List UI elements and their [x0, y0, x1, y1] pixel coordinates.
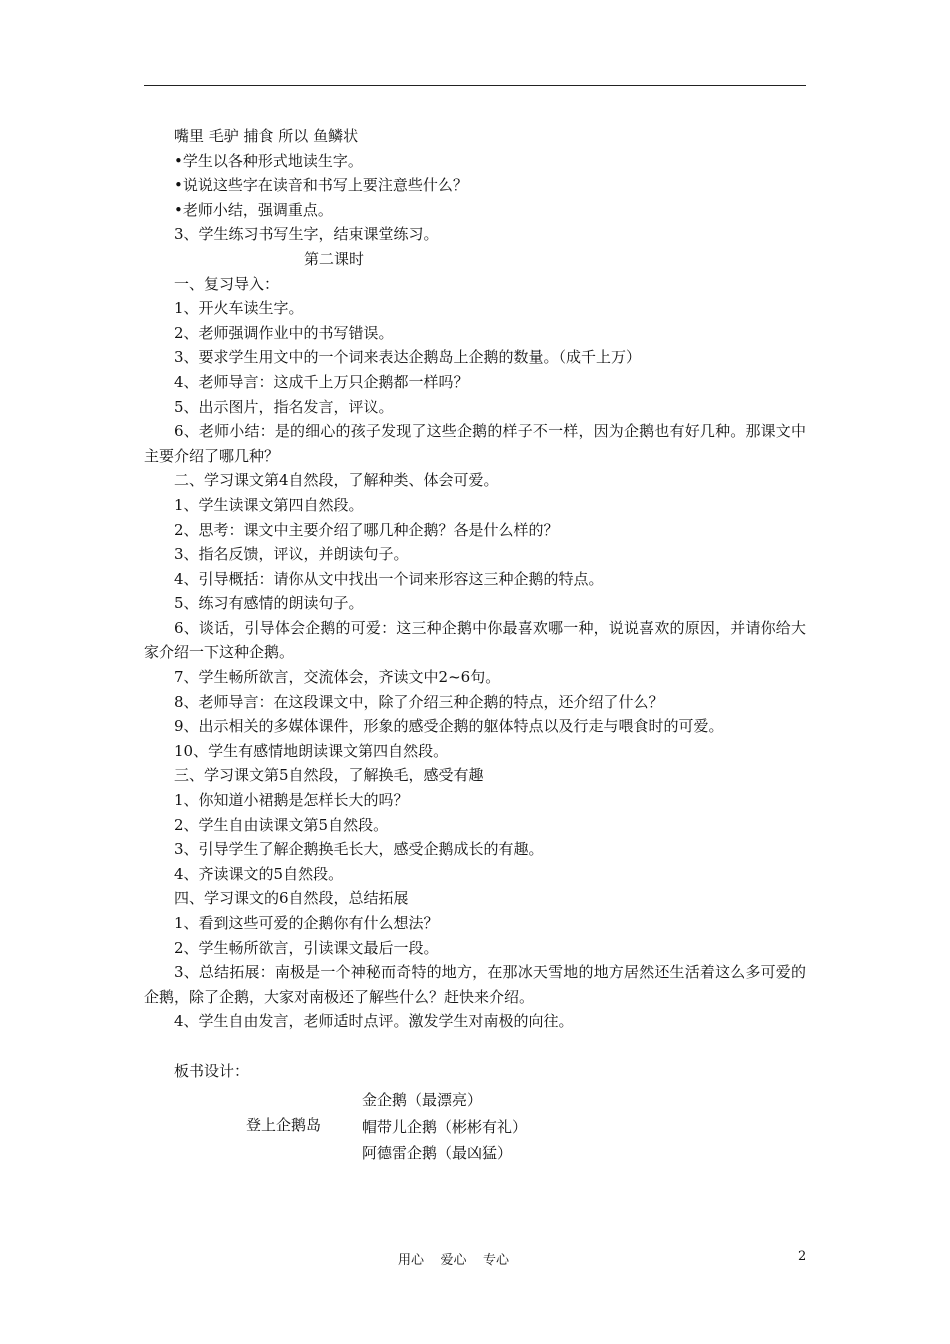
text-line: 3、学生练习书写生字，结束课堂练习。: [174, 225, 439, 244]
text-line: 10、学生有感情地朗读课文第四自然段。: [174, 741, 449, 760]
text-line: 6、老师小结：是的细心的孩子发现了这些企鹅的样子不一样，因为企鹅也有好几种。那课文中主要介绍了哪几种？: [144, 422, 806, 465]
board-item: 金企鹅（最漂亮）: [362, 1091, 483, 1109]
text-line: 3、指名反馈，评议，并朗读句子。: [174, 545, 409, 564]
text-line: 四、学习课文的6自然段，总结拓展: [174, 889, 409, 908]
document-body: [144, 124, 806, 1083]
text-line: 二、学习课文第4自然段，了解种类、体会可爱。: [174, 471, 499, 490]
blank-line: [144, 1034, 806, 1059]
text-line: 9、出示相关的多媒体课件，形象的感受企鹅的躯体特点以及行走与喂食时的可爱。: [174, 717, 724, 736]
text-line: 5、练习有感情的朗读句子。: [174, 594, 364, 613]
board-item: 阿德雷企鹅（最凶猛）: [362, 1144, 513, 1162]
text-line: 4、学生自由发言，老师适时点评。激发学生对南极的向往。: [174, 1012, 574, 1031]
board-design: [144, 1087, 806, 1167]
text-line: 3、引导学生了解企鹅换毛长大，感受企鹅成长的有趣。: [174, 840, 544, 859]
text-line: 1、学生读课文第四自然段。: [174, 495, 364, 514]
text-line: 嘴里 毛驴 捕食 所以 鱼鳞状: [174, 127, 359, 145]
header-rule: [144, 85, 806, 86]
text-line: 4、引导概括：请你从文中找出一个词来形容这三种企鹅的特点。: [174, 569, 604, 588]
board-left-label: 登上企鹅岛: [246, 1116, 322, 1134]
text-line: •老师小结，强调重点。: [174, 200, 333, 219]
text-line: 3、要求学生用文中的一个词来表达企鹅岛上企鹅的数量。（成千上万）: [174, 348, 642, 367]
board-item: 帽带儿企鹅（彬彬有礼）: [362, 1117, 528, 1136]
text-line: •说说这些字在读音和书写上要注意些什么？: [174, 176, 468, 195]
text-line: 1、看到这些可爱的企鹅你有什么想法？: [174, 914, 439, 932]
text-line: 4、齐读课文的5自然段。: [174, 864, 344, 883]
text-line: 7、学生畅所欲言，交流体会，齐读文中2~6句。: [174, 668, 501, 687]
text-line: 1、你知道小裙鹅是怎样长大的吗？: [174, 791, 409, 810]
footer-motto: 用心 爱心 专心: [398, 1253, 510, 1268]
text-line: 2、学生自由读课文第5自然段。: [174, 815, 389, 834]
text-line: 5、出示图片，指名发言，评议。: [174, 397, 394, 416]
page-number: 2: [798, 1249, 807, 1264]
text-line: •学生以各种形式地读生字。: [174, 151, 363, 170]
text-line: 2、老师强调作业中的书写错误。: [174, 323, 394, 342]
text-line: 一、复习导入：: [174, 274, 280, 293]
board-title: 板书设计：: [174, 1061, 250, 1080]
text-line: 3、总结拓展：南极是一个神秘而奇特的地方，在那冰天雪地的地方居然还生活着这么多可爱的企鹅，除了企鹅，大家对南极还了解些什么？赶快来介绍。: [144, 963, 806, 1006]
board-items: [362, 1087, 527, 1167]
text-line: 2、学生畅所欲言，引读课文最后一段。: [174, 938, 439, 957]
text-line: 8、老师导言：在这段课文中，除了介绍三种企鹅的特点，还介绍了什么？: [174, 692, 664, 711]
text-line: 1、开火车读生字。: [174, 299, 304, 318]
section-title: 第二课时: [304, 249, 365, 268]
text-line: 三、学习课文第5自然段，了解换毛，感受有趣: [174, 766, 484, 785]
text-line: 4、老师导言：这成千上万只企鹅都一样吗？: [174, 372, 469, 391]
text-line: 6、谈话，引导体会企鹅的可爱：这三种企鹅中你最喜欢哪一种，说说喜欢的原因，并请你给大家介绍一下这种企鹅。: [144, 618, 806, 662]
text-line: 2、思考：课文中主要介绍了哪几种企鹅？各是什么样的？: [174, 520, 559, 539]
